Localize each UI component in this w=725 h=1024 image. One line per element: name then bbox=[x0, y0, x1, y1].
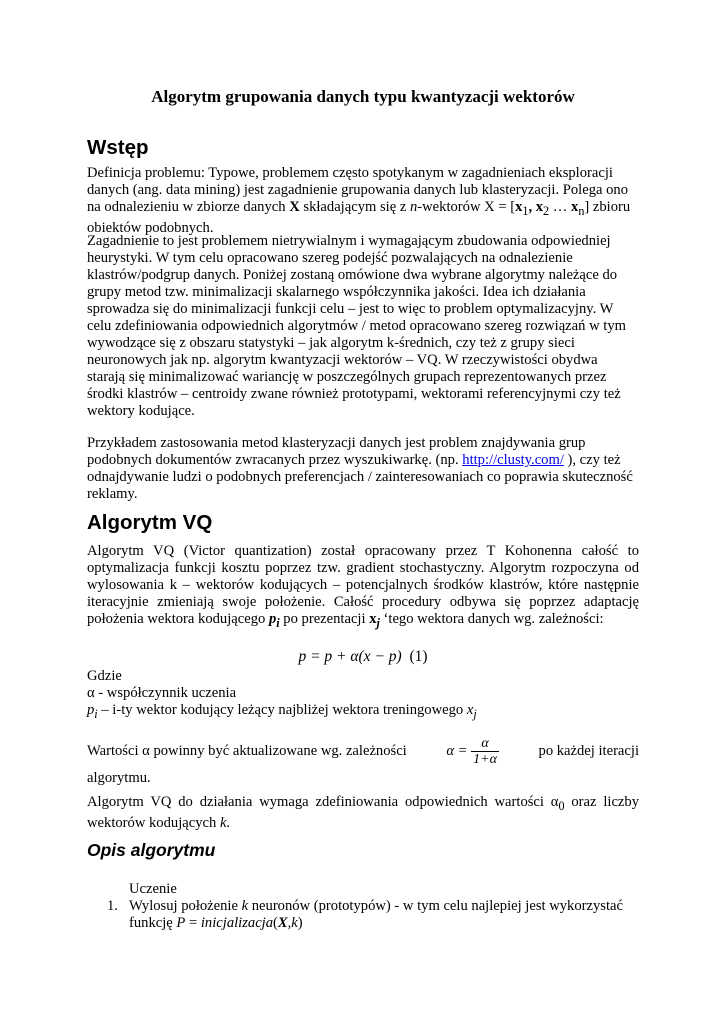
clusty-link[interactable]: http://clusty.com/ bbox=[462, 452, 564, 468]
vq-alpha-update: Wartości α powinny być aktualizowane wg. zależności α = $\frac{\alpha}{1+\alpha}$ po każdej iteracji algorytmu. bbox=[87, 736, 639, 786]
where-label: Gdzie bbox=[87, 668, 122, 684]
subsection-heading-description: Opis algorytmu bbox=[87, 840, 216, 860]
intro-paragraph-heuristics: Zagadnienie to jest problemem nietrywialnym i wymagającym zbudowania odpowiedniej heurystyki. W tym celu opracowano szereg podejść pozwalających na odnalezienie klastrów/podgrup danych. Poniżej zostaną omówione dwa wybrane algorytmy należące do grupy metod tzw. minimalizacji skalarnego współczynnika jakości. Idea ich działania sprowadza się do minimalizacji funkcji celu – jest to więc to problem optymalizacyjny. W celu zdefiniowania odpowiednich algorytmów / metod opracowano szereg rozwiązań w tym wywodzące się z obszaru statystyki – jak algorytm k-średnich, czy też z grupy sieci neuronowych jak np. algorytm kwantyzacji wektorów – VQ. W rzeczywistości obydwa starają się minimalizować wariancję w poszczególnych grupach reprezentowanych przez środki klastrów – centroidy zwane również prototypami, wektorami referencyjnymi czy też wektory kodujące. bbox=[87, 233, 626, 419]
vq-definitions bbox=[87, 668, 639, 723]
list-item: 1. Wylosuj położenie k neuronów (prototypów) - w tym celu najlepiej jest wykorzystać funkcję P = inicjalizacja(X,k) bbox=[107, 898, 623, 931]
steps-list bbox=[87, 898, 639, 932]
pi-definition: $p_i - i-ty$ wektor kodujący leżący najbliżej wektora treningowego $x_j$ bbox=[87, 702, 477, 721]
vq-paragraph-description: Algorytm VQ (Victor quantization) został opracowany przez T Kohonenna całość to optymalizacja funkcji kosztu poprzez tzw. gradient stochastyczny. Algorytm rozpoczyna od wylosowania k – wektorów kodujących – potencjalnych środków klastrów, które następnie iteracyjnie zmieniają swoje położenie. Całość procedury odbywa się poprzez adaptację położenia wektora kodującego $p_i$ po prezentacji $x_j$ ‘tego wektora danych wg. zależności: bbox=[87, 543, 639, 630]
vq-update-formula bbox=[87, 648, 639, 665]
document-title: Algorytm grupowania danych typu kwantyzacji wektorów bbox=[151, 87, 575, 106]
vq-parameters-paragraph: Algorytm VQ do działania wymaga zdefiniowania odpowiednich wartości $\alpha_0$ oraz liczby wektorów kodujących k. bbox=[87, 794, 639, 831]
intro-paragraph-definition: Definicja problemu: Typowe, problemem często spotykanym w zagadnieniach eksploracji danych (ang. data mining) jest zagadnienie grupowania danych lub klasteryzacji. Polega ono na odnalezieniu w zbiorze danych X składającym się z n-wektorów $X = [x_1$, $x_2$ … $x_n$] zbioru obiektów podobnych. bbox=[87, 165, 631, 236]
learning-label: Uczenie bbox=[129, 881, 177, 897]
intro-paragraph-example: Przykładem zastosowania metod klasteryzacji danych jest problem znajdywania grup podobnych dokumentów zwracanych przez wyszukiwarkę. (np. http://clusty.com/ ), czy też odnajdywanie ludzi o podobnych preferencjach / zainteresowaniach co poprawia skuteczność reklamy. bbox=[87, 435, 633, 502]
algorithm-steps bbox=[87, 881, 639, 932]
alpha-update-fraction: $\frac{\alpha}{1+\alpha}$ bbox=[473, 736, 497, 767]
alpha-definition: α - współczynnik uczenia bbox=[87, 685, 237, 701]
formula-expression: p = p + α(x − p) bbox=[298, 648, 402, 665]
section-heading-vq: Algorytm VQ bbox=[87, 511, 213, 534]
formula-number: (1) bbox=[409, 648, 428, 665]
section-heading-intro: Wstęp bbox=[87, 136, 149, 159]
